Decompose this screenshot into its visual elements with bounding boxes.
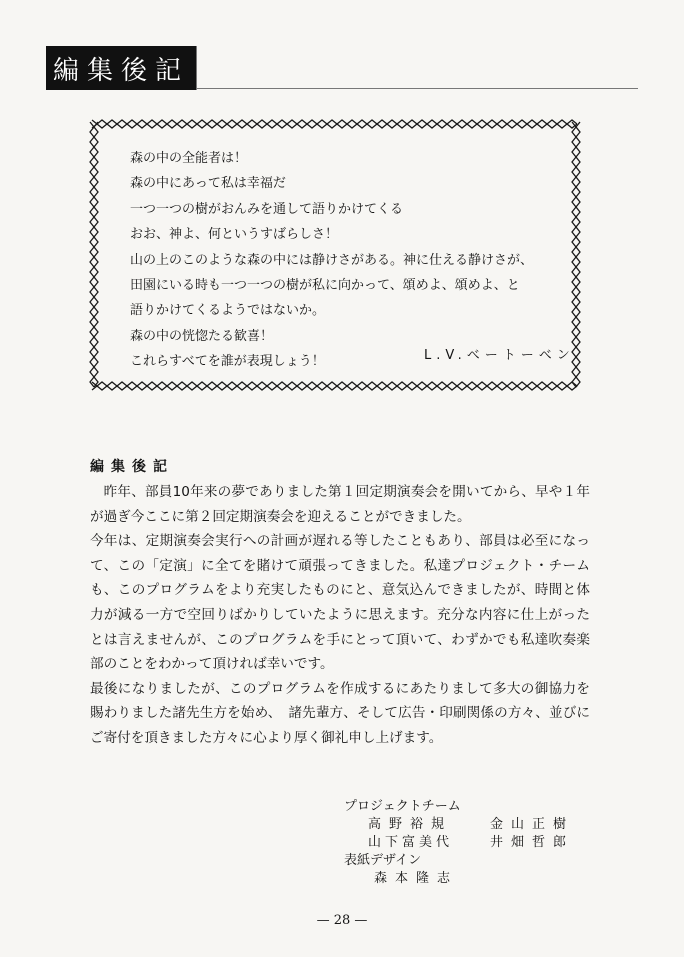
poem-author: L.V.ベートーベン	[424, 348, 575, 363]
cover-design-label: 表紙デザイン	[344, 853, 422, 868]
paragraph: 最後になりましたが、このプログラムを作成するにあたりまして多大の御協力を賜わりました諸先生方を始め、 諸先輩方、そして広告・印刷関係の方々、並びにご寄付を頂きました方々に心より厚く御礼申し上げます。	[90, 680, 590, 746]
section-heading: 編集後記	[90, 459, 174, 475]
team-member: 高野裕規	[368, 817, 453, 832]
paragraph: 今年は、定期演奏会実行への計画が遅れる等したこともあり、部員は必至になって、この「定演」に全てを賭けて頑張ってきました。私達プロジェクト・チームも、このプログラムをより充実したものにと、意気込んできましたが、時間と体力が減る一方で空回りばかりしていたように思えます。充分な内容に仕上がったとは言えませんが、このプログラムを手にとって頂いて、わずかでも私達吹奏楽部のことをわかって頂ければ幸いです。	[90, 533, 590, 673]
poem-line: 森の中の全能者は！	[130, 151, 248, 166]
heading-divider-vertical	[196, 46, 197, 90]
cover-designer: 森本隆志	[374, 871, 459, 886]
poem-line: 語りかけてくるようではないか。	[130, 303, 326, 319]
team-member: 山下富美代	[368, 835, 454, 850]
page-number: — 28 —	[316, 913, 368, 928]
paragraph: 昨年、部員10年来の夢でありました第１回定期演奏会を開いてから、早や１年が過ぎ今ここに第２回定期演奏会を迎えることができました。	[90, 484, 590, 525]
heading-underline	[196, 88, 638, 89]
poem-line: これらすべてを誰が表現しょう！	[130, 354, 325, 370]
poem-line: 田園にいる時も一つ一つの樹が私に向かって、頌めよ、頌めよ、と	[130, 277, 520, 293]
poem-line: 森の中の恍惚たる歓喜！	[130, 328, 274, 344]
poem-line: 一つ一つの樹がおんみを通して語りかけてくる	[130, 201, 404, 217]
poem-line: おお、神よ、何というすばらしさ！	[130, 227, 339, 243]
team-member: 井畑哲郎	[490, 835, 575, 850]
team-label: プロジェクトチーム	[344, 799, 461, 814]
team-member: 金山正樹	[490, 817, 575, 832]
poem-line: 山の上のこのような森の中には静けさがある。神に仕える静けさが、	[130, 252, 534, 268]
page-heading: 編集後記	[46, 46, 196, 90]
editorial-body	[90, 480, 590, 751]
poem-line: 森の中にあって私は幸福だ	[130, 176, 286, 192]
poem	[130, 146, 560, 375]
